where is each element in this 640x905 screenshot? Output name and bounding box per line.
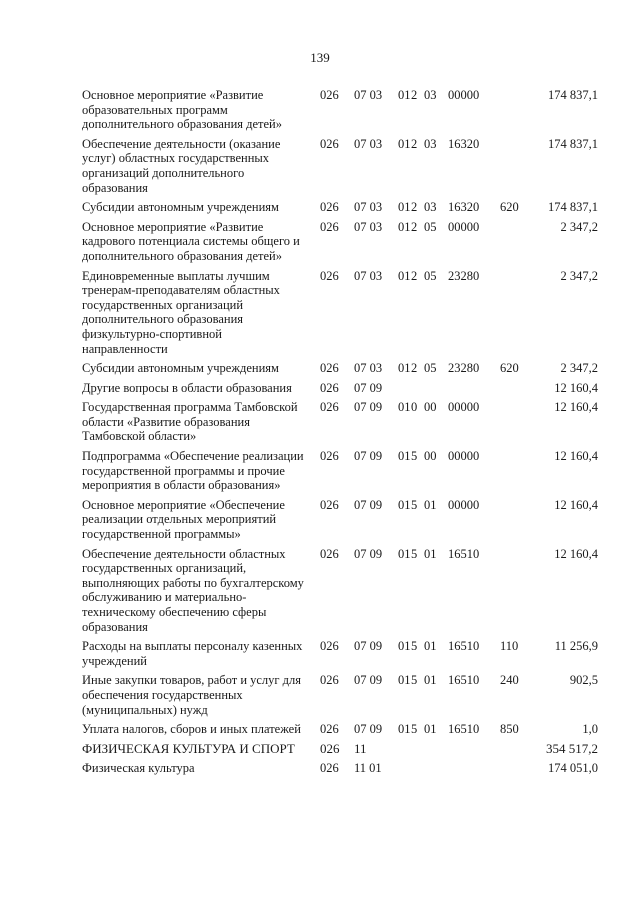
csr-event: 05 bbox=[424, 361, 437, 376]
admin-code: 026 bbox=[320, 546, 339, 561]
section-code: 07 03 bbox=[354, 268, 383, 283]
csr-event: 03 bbox=[424, 200, 437, 215]
csr-event: 03 bbox=[424, 88, 437, 102]
table-row bbox=[82, 400, 602, 444]
admin-code: 026 bbox=[320, 200, 339, 215]
csr-direction: 23280 bbox=[448, 361, 480, 376]
amount: 174 837,1 bbox=[548, 136, 598, 151]
table-row bbox=[82, 381, 602, 396]
amount: 2 347,2 bbox=[560, 268, 598, 283]
budget-table bbox=[82, 88, 602, 781]
csr-subprogram: 5 bbox=[411, 449, 418, 464]
table-row bbox=[82, 498, 602, 542]
row-name: Государственная программа Тамбовской области «Развитие образования Тамбовской области» bbox=[82, 400, 298, 444]
csr-direction: 16510 bbox=[448, 722, 480, 737]
section-code: 07 09 bbox=[354, 639, 383, 654]
amount: 11 256,9 bbox=[554, 639, 598, 654]
csr-direction: 16510 bbox=[448, 546, 480, 561]
amount: 12 160,4 bbox=[554, 400, 598, 415]
table-row bbox=[82, 547, 602, 635]
csr-program: 01 bbox=[398, 449, 411, 464]
csr-event: 01 bbox=[424, 497, 437, 512]
page-number: 139 bbox=[310, 50, 330, 65]
admin-code: 026 bbox=[320, 400, 339, 415]
amount: 12 160,4 bbox=[554, 380, 598, 395]
row-name: Основное мероприятие «Обеспечение реализации отдельных мероприятий государственной программы» bbox=[82, 497, 285, 542]
admin-code: 026 bbox=[320, 88, 339, 102]
row-name: Иные закупки товаров, работ и услуг для обеспечения государственных (муниципальных) нужд bbox=[82, 673, 302, 717]
csr-direction: 00000 bbox=[448, 449, 480, 464]
admin-code: 026 bbox=[320, 136, 339, 151]
row-name: Обеспечение деятельности (оказание услуг) областных государственных организаций дополнительного образования bbox=[82, 136, 281, 195]
csr-direction: 16510 bbox=[448, 639, 480, 654]
section-code: 07 03 bbox=[354, 361, 383, 376]
section-code: 07 03 bbox=[354, 219, 383, 234]
expense-type: 620 bbox=[500, 200, 519, 215]
csr-event: 01 bbox=[424, 639, 437, 654]
row-name: Уплата налогов, сборов и иных платежей bbox=[82, 722, 301, 737]
amount: 354 517,2 bbox=[546, 740, 598, 756]
csr-direction: 23280 bbox=[448, 268, 480, 283]
csr-program: 01 bbox=[398, 400, 411, 415]
amount: 12 160,4 bbox=[554, 449, 598, 464]
csr-event: 01 bbox=[424, 546, 437, 561]
row-name: Подпрограмма «Обеспечение реализации государственной программы и прочие мероприятия в области образования» bbox=[82, 449, 304, 493]
csr-event: 01 bbox=[424, 673, 437, 688]
admin-code: 026 bbox=[320, 497, 339, 512]
admin-code: 026 bbox=[320, 380, 339, 395]
csr-subprogram: 5 bbox=[411, 546, 418, 561]
row-name: Обеспечение деятельности областных государственных организаций, выполняющих работы по бухгалтерскому обслуживанию и материально-техническому обеспечению сферы образования bbox=[82, 546, 304, 634]
row-name: Расходы на выплаты персоналу казенных учреждений bbox=[82, 639, 303, 668]
csr-direction: 00000 bbox=[448, 497, 480, 512]
admin-code: 026 bbox=[320, 219, 339, 234]
row-name: Субсидии автономным учреждениям bbox=[82, 361, 279, 376]
admin-code: 026 bbox=[320, 740, 340, 756]
section-code: 07 03 bbox=[354, 88, 383, 102]
table-row bbox=[82, 673, 602, 717]
expense-type: 620 bbox=[500, 361, 519, 376]
csr-subprogram: 2 bbox=[411, 361, 418, 376]
csr-program: 01 bbox=[398, 722, 411, 737]
amount: 902,5 bbox=[569, 673, 598, 688]
admin-code: 026 bbox=[320, 361, 339, 376]
csr-subprogram: 2 bbox=[411, 136, 418, 151]
section-code: 11 bbox=[354, 740, 367, 756]
csr-event: 05 bbox=[424, 268, 437, 283]
csr-program: 01 bbox=[398, 136, 411, 151]
table-row bbox=[82, 88, 602, 132]
section-code: 07 09 bbox=[354, 722, 383, 737]
table-row bbox=[82, 639, 602, 668]
table-row bbox=[82, 269, 602, 357]
section-code: 07 09 bbox=[354, 673, 383, 688]
amount: 2 347,2 bbox=[560, 219, 598, 234]
csr-event: 00 bbox=[424, 400, 437, 415]
section-code: 07 09 bbox=[354, 380, 383, 395]
section-code: 07 03 bbox=[354, 200, 383, 215]
csr-subprogram: 0 bbox=[411, 400, 418, 415]
row-name: Основное мероприятие «Развитие кадрового потенциала системы общего и дополнительного образования детей» bbox=[82, 219, 300, 263]
expense-type: 240 bbox=[500, 673, 519, 688]
expense-type: 110 bbox=[500, 639, 519, 654]
table-row bbox=[82, 449, 602, 493]
csr-program: 01 bbox=[398, 639, 411, 654]
section-code: 07 09 bbox=[354, 546, 383, 561]
csr-direction: 16320 bbox=[448, 200, 480, 215]
csr-program: 01 bbox=[398, 88, 411, 102]
table-row bbox=[82, 137, 602, 195]
admin-code: 026 bbox=[320, 639, 339, 654]
csr-direction: 00000 bbox=[448, 219, 480, 234]
table-row bbox=[82, 722, 602, 737]
csr-event: 01 bbox=[424, 722, 437, 737]
csr-event: 05 bbox=[424, 219, 437, 234]
amount: 12 160,4 bbox=[554, 497, 598, 512]
csr-subprogram: 5 bbox=[411, 722, 418, 737]
csr-subprogram: 2 bbox=[411, 200, 418, 215]
section-code: 11 01 bbox=[354, 761, 382, 776]
amount: 12 160,4 bbox=[554, 546, 598, 561]
admin-code: 026 bbox=[320, 761, 339, 776]
section-code: 07 03 bbox=[354, 136, 383, 151]
csr-direction: 00000 bbox=[448, 400, 480, 415]
csr-event: 00 bbox=[424, 449, 437, 464]
section-code: 07 09 bbox=[354, 400, 383, 415]
table-row bbox=[82, 761, 602, 776]
row-name: Другие вопросы в области образования bbox=[82, 380, 292, 395]
table-row bbox=[82, 220, 602, 264]
csr-event: 03 bbox=[424, 136, 437, 151]
csr-direction: 16510 bbox=[448, 673, 480, 688]
admin-code: 026 bbox=[320, 722, 339, 737]
row-name: ФИЗИЧЕСКАЯ КУЛЬТУРА И СПОРТ bbox=[82, 740, 295, 756]
csr-program: 01 bbox=[398, 268, 411, 283]
amount: 1,0 bbox=[582, 722, 598, 737]
amount: 174 051,0 bbox=[548, 761, 598, 776]
csr-subprogram: 2 bbox=[411, 219, 418, 234]
row-name: Основное мероприятие «Развитие образовательных программ дополнительного образования детей» bbox=[82, 88, 282, 132]
csr-subprogram: 5 bbox=[411, 673, 418, 688]
csr-direction: 00000 bbox=[448, 88, 480, 102]
csr-program: 01 bbox=[398, 497, 411, 512]
expense-type: 850 bbox=[500, 722, 519, 737]
csr-program: 01 bbox=[398, 361, 411, 376]
table-row bbox=[82, 361, 602, 376]
row-name: Субсидии автономным учреждениям bbox=[82, 200, 279, 215]
row-name: Физическая культура bbox=[82, 761, 195, 776]
csr-subprogram: 5 bbox=[411, 497, 418, 512]
table-row bbox=[82, 200, 602, 215]
csr-program: 01 bbox=[398, 673, 411, 688]
admin-code: 026 bbox=[320, 268, 339, 283]
amount: 174 837,1 bbox=[548, 200, 598, 215]
amount: 2 347,2 bbox=[560, 361, 598, 376]
csr-subprogram: 5 bbox=[411, 639, 418, 654]
csr-subprogram: 2 bbox=[411, 268, 418, 283]
amount: 174 837,1 bbox=[548, 88, 598, 102]
row-name: Единовременные выплаты лучшим тренерам-преподавателям областных государственных организаций дополнительного образования физкультурно-спортивной направленности bbox=[82, 268, 280, 356]
section-row bbox=[82, 742, 602, 757]
csr-program: 01 bbox=[398, 219, 411, 234]
csr-program: 01 bbox=[398, 200, 411, 215]
csr-program: 01 bbox=[398, 546, 411, 561]
section-code: 07 09 bbox=[354, 497, 383, 512]
section-code: 07 09 bbox=[354, 449, 383, 464]
csr-direction: 16320 bbox=[448, 136, 480, 151]
csr-subprogram: 2 bbox=[411, 88, 418, 102]
admin-code: 026 bbox=[320, 449, 339, 464]
admin-code: 026 bbox=[320, 673, 339, 688]
